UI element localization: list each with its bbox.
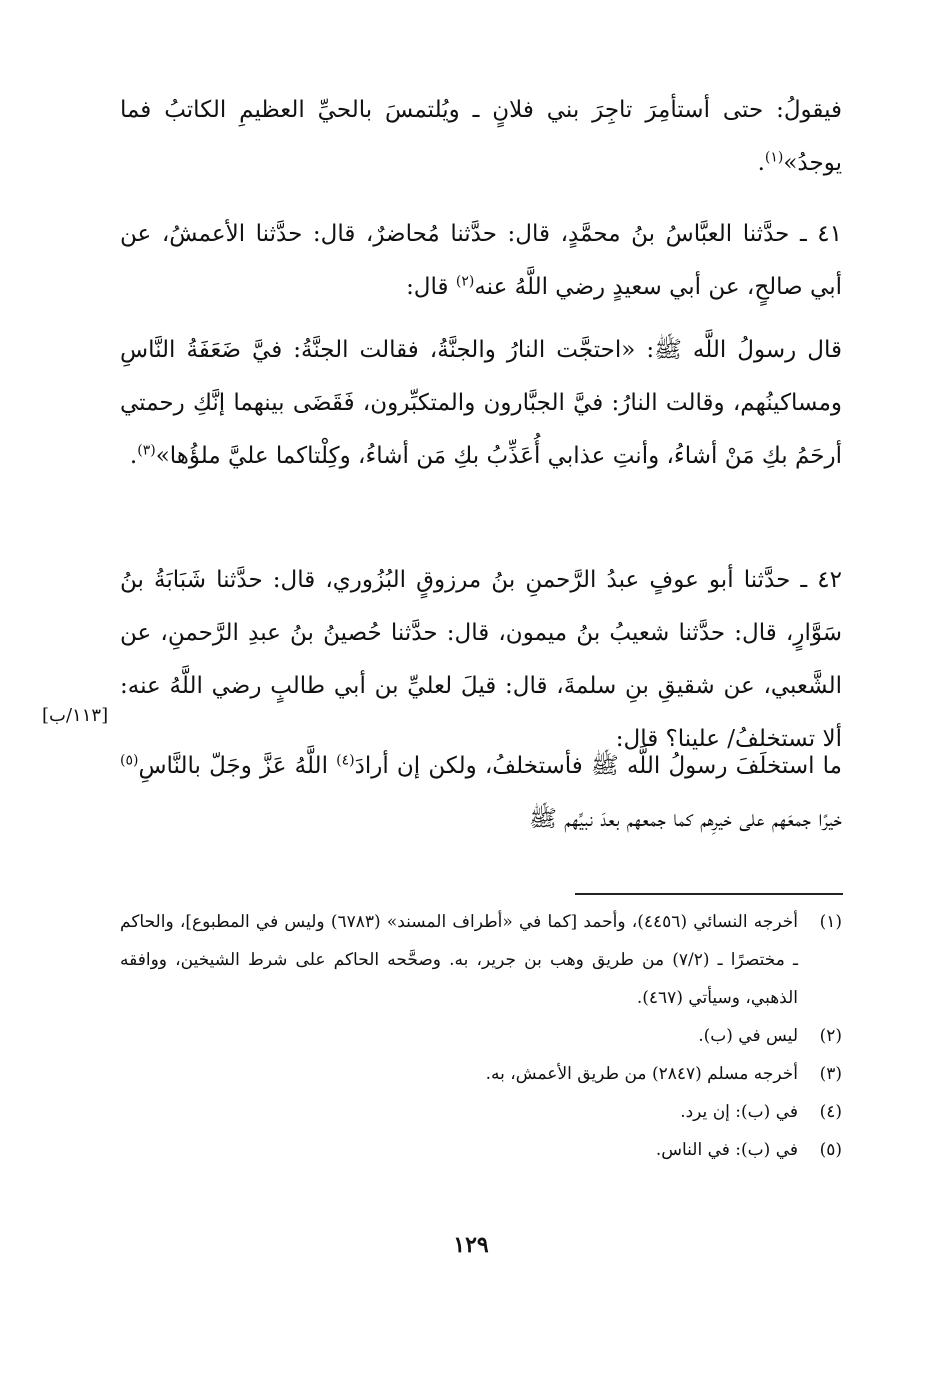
footnote-ref-5[interactable]: (٥) <box>120 752 139 769</box>
paragraph-3 <box>120 324 842 483</box>
paragraph-3-end: . <box>129 443 138 469</box>
paragraph-3-text: قال رسولُ اللَّه ﷺ: «احتجَّت النارُ والجنَّةُ، فقالت الجنَّةُ: فيَّ ضَعَفَةُ النَّاسِ ومساكينُهم، وقالت النارُ: فيَّ الجبَّارون والمتكبِّرون، فَقَضَى بينهما إنَّكِ رحمتي أرحَمُ بكِ مَنْ أشاءُ، وأنتِ عذابي أُعَذِّبُ بكِ مَن أشاءُ، وكِلْتاكما عليَّ ملؤُها» <box>120 337 842 469</box>
paragraph-4 <box>120 554 842 769</box>
paragraph-5-text-a: ما استخلَفَ رسولُ اللَّه ﷺ فأستخلفُ، ولكن إن أرادَ <box>354 753 842 779</box>
footnote-number: (٥) <box>819 1140 842 1160</box>
paragraph-2-text: ٤١ ـ حدَّثنا العبَّاسُ بنُ محمَّدٍ، قال: حدَّثنا مُحاضرٌ، قال: حدَّثنا الأعمشُ، عن أبي صالحٍ، عن أبي سعيدٍ رضي اللَّهُ عنه <box>120 221 842 300</box>
footnote-text: في (ب): إن يرد. <box>680 1102 798 1122</box>
folio-margin-note: [١١٣/ب] <box>42 705 109 726</box>
paragraph-2 <box>120 208 842 314</box>
footnote-text: أخرجه مسلم (٢٨٤٧) من طريق الأعمش، به. <box>485 1064 798 1084</box>
footnote-item <box>120 903 842 1017</box>
footnote-divider <box>575 893 843 895</box>
paragraph-5-text-c: خيرًا جمعَهم على خيرِهم كما جمعهم بعدَ نبيِّهم ﷺ <box>529 806 842 832</box>
footnote-item <box>120 1093 842 1131</box>
footnote-text: ليس في (ب). <box>698 1026 798 1046</box>
footnote-ref-2[interactable]: (٢) <box>455 273 475 290</box>
footnote-ref-4[interactable]: (٤) <box>336 752 355 769</box>
footnote-item <box>120 1131 842 1169</box>
paragraph-1-text: فيقولُ: حتى أستأمِرَ تاجِرَ بني فلانٍ ـ ويُلتمسَ بالحيِّ العظيمِ الكاتبُ فما يوجدُ» <box>120 97 842 176</box>
footnote-ref-3[interactable]: (٣) <box>137 442 156 459</box>
paragraph-1 <box>120 84 842 190</box>
footnote-number: (٣) <box>819 1064 842 1084</box>
footnote-ref-1[interactable]: (١) <box>764 149 784 166</box>
footnote-number: (١) <box>819 912 842 932</box>
paragraph-1-end: . <box>757 150 765 176</box>
footnote-text: في (ب): في الناس. <box>655 1140 798 1160</box>
footnote-number: (٢) <box>819 1026 842 1046</box>
page-number: ١٢٩ <box>453 1232 489 1258</box>
paragraph-5 <box>120 740 842 846</box>
footnotes <box>120 903 842 1169</box>
paragraph-4-text: ٤٢ ـ حدَّثنا أبو عوفٍ عبدُ الرَّحمنِ بنُ مرزوقٍ البُزُوري، قال: حدَّثنا شَبَابَةُ بنُ سَوَّارٍ، قال: حدَّثنا شعيبُ بنُ ميمون، قال: حدَّثنا حُصينُ بنُ عبدِ الرَّحمنِ، عن الشَّعبي، عن شقيقِ بنِ سلمةَ، قال: قيلَ لعليِّ بن أبي طالبٍ رضي اللَّهُ عنه: ألا تستخلفُ/ علينا؟ قال: <box>120 567 842 752</box>
paragraph-2-end: قال: <box>406 274 456 300</box>
footnote-number: (٤) <box>819 1102 842 1122</box>
footnote-text: أخرجه النسائي (٤٤٥٦)، وأحمد [كما في «أطراف المسند» (٦٧٨٣) وليس في المطبوع]، والحاكم ـ مختصرًا ـ (٧/٢) من طريق وهب بن جرير، به. وصحَّحه الحاكم على شرط الشيخين، ووافقه الذهبي، وسيأتي (٤٦٧). <box>120 912 799 1008</box>
footnote-item <box>120 1055 842 1093</box>
footnote-item <box>120 1017 842 1055</box>
paragraph-5-text-b: اللَّهُ عَزَّ وجَلّ بالنَّاسِ <box>138 753 337 779</box>
